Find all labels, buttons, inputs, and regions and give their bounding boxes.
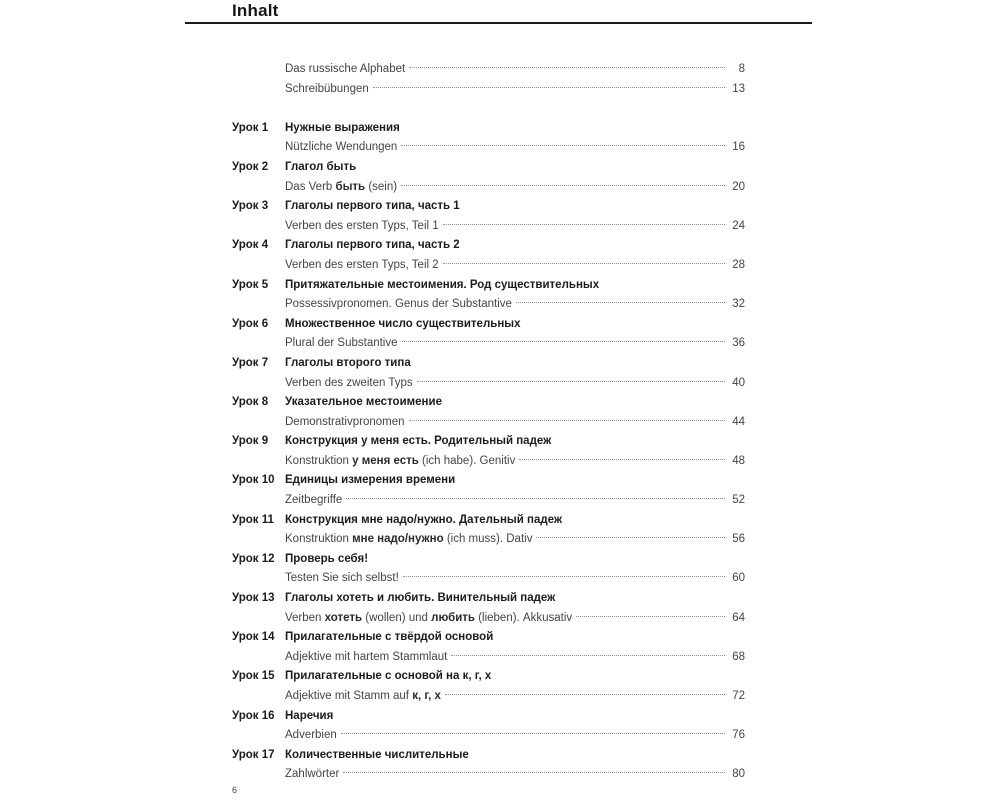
lesson-title-ru: Прилагательные с твёрдой основой [285,631,494,644]
dot-leader [443,263,725,264]
dot-leader [401,185,725,186]
lesson-title-ru: Глаголы первого типа, часть 2 [285,239,460,252]
lesson-page: 52 [732,494,745,507]
lesson-label: Урок 6 [232,317,269,330]
header-rule [185,22,812,24]
lesson-label: Урок 17 [232,748,275,761]
page-number: 6 [232,785,238,795]
toc-lesson [232,393,745,432]
dot-leader [409,67,725,68]
lesson-title-ru: Количественные числительные [285,748,469,761]
lesson-label: Урок 16 [232,709,275,722]
lesson-page: 28 [732,258,745,271]
lesson-title-ru: Прилагательные с основой на к, г, х [285,670,492,683]
lesson-page: 48 [732,454,745,467]
dot-leader [346,498,725,499]
toc-lesson [232,276,745,315]
lesson-label: Урок 5 [232,278,269,291]
lesson-title-de: Adverbien [285,729,337,742]
lesson-label: Урок 9 [232,435,269,448]
lesson-title-ru: Глаголы второго типа [285,356,411,369]
lesson-title-ru: Глагол быть [285,160,357,173]
lesson-title-de: Verben des ersten Typs, Teil 2 [285,258,439,271]
lesson-page: 68 [732,650,745,663]
lesson-page: 56 [732,533,745,546]
lesson-page: 80 [732,768,745,781]
lesson-label: Урок 3 [232,200,269,213]
lesson-title-de: Adjektive mit Stamm auf к, г, х [285,690,441,702]
toc-lesson [232,589,745,628]
lesson-title-de: Verben хотеть (wollen) und любить (lieben). Akkusativ [285,611,573,624]
lesson-title-ru: Притяжательные местоимения. Род существительных [285,278,600,291]
toc-lesson [232,432,745,471]
lesson-page: 16 [732,141,745,154]
lesson-page: 40 [732,376,745,389]
toc-lesson [232,746,745,785]
lesson-page: 72 [732,690,745,702]
lesson-label: Урок 13 [232,592,275,605]
toc-entry-page: 13 [732,82,745,95]
lesson-title-de: Zeitbegriffe [285,494,343,507]
dot-leader [402,341,725,342]
toc-lesson [232,119,745,158]
dot-leader [401,145,725,146]
lesson-title-ru: Наречия [285,709,334,722]
lesson-title-de: Nützliche Wendungen [285,141,398,154]
toc-lesson [232,315,745,354]
lesson-page: 76 [732,729,745,742]
lesson-title-ru: Проверь себя! [285,552,369,565]
lesson-page: 32 [732,298,745,311]
toc-lesson [232,354,745,393]
toc-lesson [232,550,745,589]
toc-entry [232,60,745,80]
dot-leader [341,733,725,734]
toc [232,60,745,785]
dot-leader [519,459,725,460]
lesson-label: Урок 11 [232,513,274,526]
lesson-page: 20 [732,180,745,193]
toc-lesson [232,471,745,510]
dot-leader [403,576,725,577]
lesson-page: 36 [732,337,745,350]
dot-leader [443,224,725,225]
lesson-title-de: Verben des zweiten Typs [285,376,413,389]
toc-entry-page: 8 [738,63,745,75]
lesson-title-ru: Множественное число существительных [285,317,521,330]
lesson-title-de: Verben des ersten Typs, Teil 1 [285,219,439,232]
dot-leader [373,87,725,88]
lesson-label: Урок 7 [232,356,269,369]
lesson-title-de: Testen Sie sich selbst! [285,572,399,585]
lesson-label: Урок 15 [232,670,275,683]
toc-lesson [232,158,745,197]
lesson-title-de: Zahlwörter [285,768,340,781]
toc-lesson [232,511,745,550]
lesson-title-ru: Конструкция мне надо/нужно. Дательный падеж [285,513,563,526]
lesson-page: 44 [732,415,745,428]
toc-section-spacer [232,99,745,119]
toc-lesson [232,628,745,667]
toc-lesson [232,197,745,236]
lesson-label: Урок 10 [232,474,275,487]
lesson-title-ru: Нужные выражения [285,121,400,134]
toc-entry-title: Das russische Alphabet [285,63,406,75]
lesson-label: Урок 14 [232,631,275,644]
dot-leader [417,381,725,382]
dot-leader [536,537,725,538]
lesson-label: Урок 2 [232,160,269,173]
lesson-title-ru: Единицы измерения времени [285,474,456,487]
dot-leader [576,616,725,617]
toc-lesson [232,236,745,275]
lesson-title-ru: Указательное местоимение [285,396,442,409]
lesson-title-de: Das Verb быть (sein) [285,180,398,193]
page-title: Inhalt [232,1,279,20]
dot-leader [445,694,725,695]
lesson-title-ru: Глаголы первого типа, часть 1 [285,200,460,213]
dot-leader [451,655,725,656]
lesson-page: 24 [732,219,745,232]
lesson-label: Урок 4 [232,239,269,252]
lesson-title-ru: Конструкция у меня есть. Родительный падеж [285,435,552,448]
toc-entry [232,80,745,100]
lesson-title-ru: Глаголы хотеть и любить. Винительный падеж [285,592,556,605]
lesson-title-de: Konstruktion мне надо/нужно (ich muss). Dativ [285,533,533,546]
lesson-page: 60 [732,572,745,585]
lesson-title-de: Konstruktion у меня есть (ich habe). Genitiv [285,454,516,467]
lesson-label: Урок 12 [232,552,275,565]
toc-lesson [232,707,745,746]
lesson-label: Урок 1 [232,121,269,134]
toc-entry-title: Schreibübungen [285,82,369,95]
toc-lesson [232,667,745,706]
lesson-title-de: Adjektive mit hartem Stammlaut [285,650,448,663]
lesson-label: Урок 8 [232,396,269,409]
lesson-title-de: Possessivpronomen. Genus der Substantive [285,298,512,311]
dot-leader [516,302,725,303]
lesson-title-de: Plural der Substantive [285,337,398,350]
lesson-page: 64 [732,611,745,624]
lesson-title-de: Demonstrativpronomen [285,415,405,428]
dot-leader [343,772,725,773]
dot-leader [409,420,725,421]
